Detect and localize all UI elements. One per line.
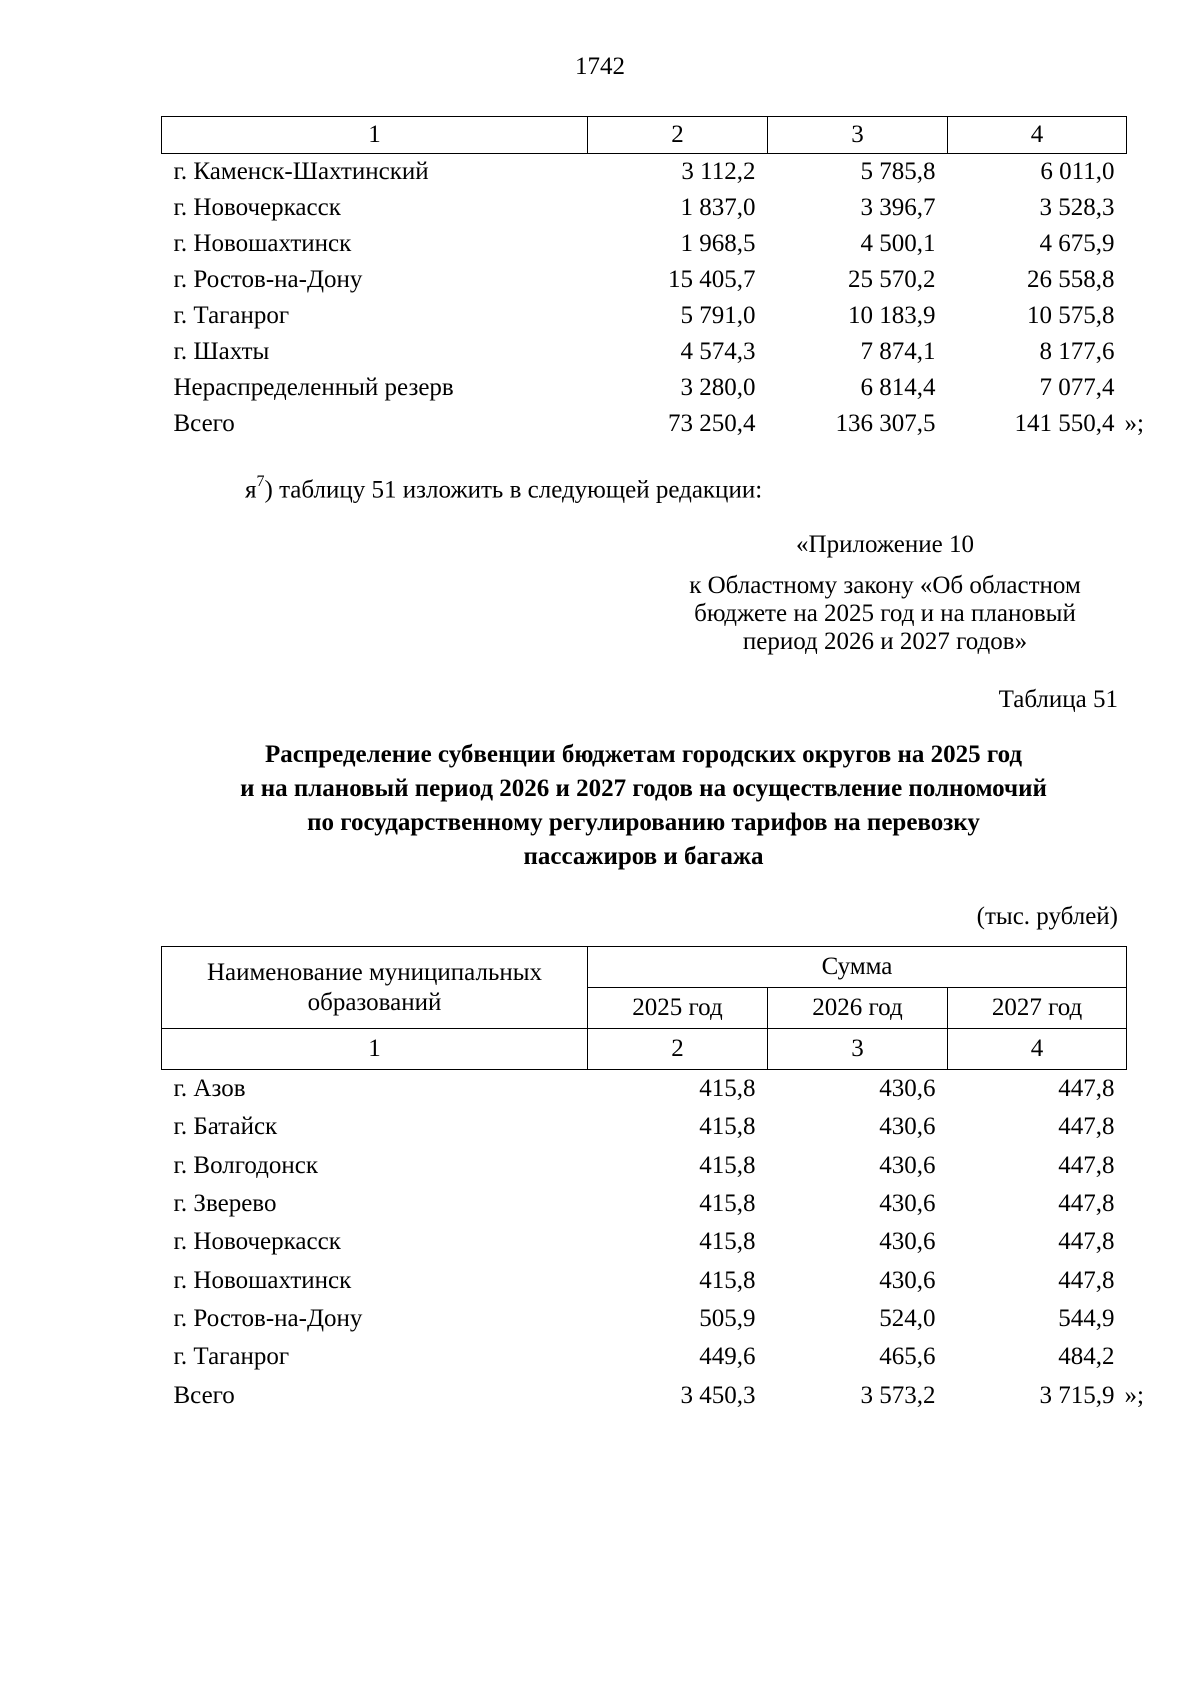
value-2026: 430,6 [879,1190,936,1218]
municipality-name: г. Шахты [173,338,270,365]
value-2027: 447,8 [1058,1266,1115,1294]
municipality-name: г. Азов [173,1075,246,1103]
value-2025: 415,8 [699,1228,756,1256]
table-title [161,738,1126,874]
appendix-title: «Приложение 10 [796,531,974,558]
table-1-continuation [161,116,1144,442]
table-row [162,154,1127,191]
value-2026: 465,6 [879,1343,936,1371]
value-2026: 5 785,8 [860,158,936,185]
municipality-name: г. Волгодонск [173,1151,319,1179]
municipality-name: г. Новочеркасск [173,194,341,221]
header-sum: Сумма [588,947,1127,988]
total-2027-value: 3 715,9 [1039,1381,1115,1409]
municipality-name: г. Новочеркасск [173,1228,341,1256]
value-2027: 6 011,0 [1040,158,1115,185]
appendix-reference [650,572,1120,656]
value-2025: 415,8 [699,1075,756,1103]
value-2026: 430,6 [879,1151,936,1179]
item-letter: я [245,476,257,504]
total-2027 [948,406,1144,442]
value-2026: 430,6 [879,1075,936,1103]
value-2025: 449,6 [699,1343,756,1371]
column-number: 3 [768,117,948,154]
municipality-name: г. Таганрог [173,1343,290,1371]
appendix-reference-line: к Областному закону «Об областном [689,572,1081,599]
value-2026: 6 814,4 [860,374,936,401]
column-number: 4 [948,117,1127,154]
value-2027: 8 177,6 [1039,338,1115,365]
total-2026: 3 573,2 [860,1381,936,1409]
table-row [162,1261,1127,1299]
value-2025: 1 968,5 [680,230,756,257]
value-2027: 447,8 [1058,1075,1115,1103]
municipality-name: г. Ростов-на-Дону [173,1304,363,1332]
value-2027: 3 528,3 [1039,194,1115,221]
table-row [162,298,1127,334]
value-2026: 7 874,1 [860,338,936,365]
value-2027: 447,8 [1058,1151,1115,1179]
total-2025: 3 450,3 [680,1381,756,1409]
table-number: Таблица 51 [998,686,1118,713]
appendix-reference-line: период 2026 и 2027 годов» [742,628,1028,655]
value-2025: 415,8 [699,1151,756,1179]
header-municipality: Наименование муниципальных образований [162,947,588,1029]
value-2026: 430,6 [879,1266,936,1294]
header-year-2026: 2026 год [768,988,948,1029]
municipality-name: Нераспределенный резерв [173,374,454,401]
table-row [162,262,1127,298]
municipality-name: г. Каменск-Шахтинский [173,158,429,185]
total-label: Всего [173,1381,235,1409]
table-row [162,1108,1127,1146]
table-row [162,1223,1127,1261]
total-2027-value: 141 550,4 [1014,410,1115,437]
units-label: (тыс. рублей) [976,903,1118,930]
column-number-row [162,1029,1127,1070]
value-2026: 430,6 [879,1113,936,1141]
appendix-reference-line: бюджете на 2025 год и на плановый [694,600,1076,627]
table-row [162,1300,1127,1338]
column-number-row [162,117,1127,154]
value-2025: 1 837,0 [680,194,756,221]
total-2025: 73 250,4 [668,410,756,437]
table-title-line: по государственному регулированию тарифов на перевозку [307,809,980,836]
column-number: 4 [948,1029,1127,1070]
value-2025: 505,9 [699,1304,756,1332]
total-label: Всего [173,410,235,437]
municipality-name: г. Зверево [173,1190,277,1218]
table-title-line: пассажиров и багажа [523,843,764,870]
header-row [162,947,1127,988]
value-2026: 430,6 [879,1228,936,1256]
table-title-line: и на плановый период 2026 и 2027 годов на осуществление полномочий [240,775,1047,802]
value-2025: 415,8 [699,1113,756,1141]
value-2027: 544,9 [1058,1304,1115,1332]
value-2027: 484,2 [1058,1343,1115,1371]
total-2026: 136 307,5 [835,410,936,437]
instruction-text: ) таблицу 51 изложить в следующей редакции: [264,476,763,504]
total-row [162,1376,1127,1414]
municipality-name: г. Новошахтинск [173,230,352,257]
value-2027: 447,8 [1058,1228,1115,1256]
value-2025: 3 280,0 [680,374,756,401]
municipality-name: г. Новошахтинск [173,1266,352,1294]
page-number: 1742 [575,53,625,80]
municipality-name: г. Таганрог [173,302,290,329]
column-number: 3 [768,1029,948,1070]
value-2027: 447,8 [1058,1113,1115,1141]
item-superscript: 7 [256,473,265,490]
value-2026: 10 183,9 [848,302,936,329]
value-2025: 4 574,3 [680,338,756,365]
amendment-instruction [245,474,762,505]
municipality-name: г. Ростов-на-Дону [173,266,363,293]
value-2027: 26 558,8 [1027,266,1115,293]
closing-quote: »; [1124,1381,1144,1409]
header-year-2025: 2025 год [588,988,768,1029]
value-2027: 10 575,8 [1027,302,1115,329]
table-title-line: Распределение субвенции бюджетам городских округов на 2025 год [264,741,1023,768]
value-2025: 5 791,0 [680,302,756,329]
table-row [162,334,1127,370]
table-51 [161,946,1144,1415]
column-number: 2 [588,117,768,154]
table-row [162,1338,1127,1376]
table-row [162,1147,1127,1185]
municipality-name: г. Батайск [173,1113,278,1141]
table-row [162,226,1127,262]
value-2026: 524,0 [879,1304,936,1332]
column-number: 2 [588,1029,768,1070]
total-2027 [948,1376,1144,1414]
header-year-2027: 2027 год [948,988,1127,1029]
value-2027: 4 675,9 [1039,230,1115,257]
value-2026: 25 570,2 [848,266,936,293]
table-row [162,1185,1127,1223]
value-2025: 415,8 [699,1190,756,1218]
value-2025: 15 405,7 [668,266,756,293]
column-number: 1 [162,1029,588,1070]
table-row [162,1070,1127,1109]
total-row [162,406,1127,442]
table-row [162,190,1127,226]
value-2027: 7 077,4 [1039,374,1115,401]
value-2025: 415,8 [699,1266,756,1294]
value-2025: 3 112,2 [681,158,756,185]
value-2027: 447,8 [1058,1190,1115,1218]
closing-quote: »; [1124,410,1144,437]
value-2026: 3 396,7 [860,194,936,221]
column-number: 1 [162,117,588,154]
value-2026: 4 500,1 [860,230,936,257]
table-row [162,370,1127,406]
